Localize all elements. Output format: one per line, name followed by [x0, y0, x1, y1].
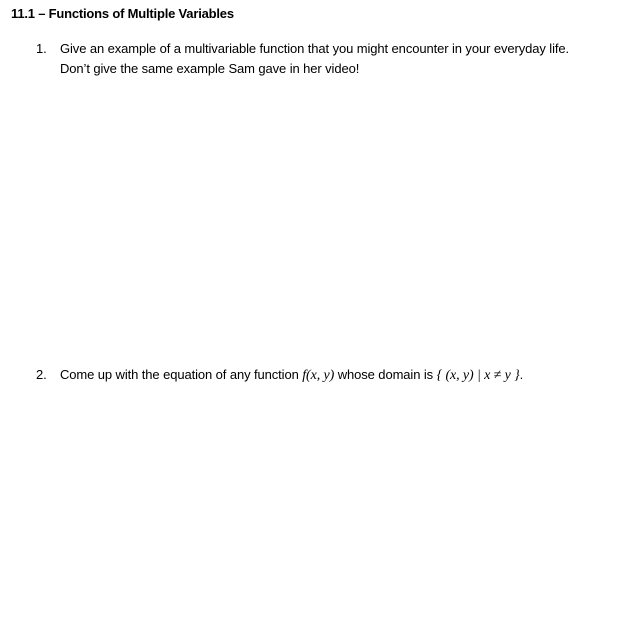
question-text — [60, 365, 630, 386]
question-text-after: . — [519, 367, 524, 382]
question-text-before: Come up with the equation of any function — [60, 367, 299, 382]
question-number: 1. — [36, 41, 47, 56]
question-line: Don’t give the same example Sam gave in her video! — [60, 61, 360, 76]
question-number: 2. — [36, 367, 47, 382]
section-title: 11.1 – Functions of Multiple Variables — [11, 6, 234, 21]
question-line — [60, 365, 630, 386]
question-text — [60, 39, 630, 79]
function-expression: f(x, y) — [302, 368, 335, 383]
question-text-middle: whose domain is — [337, 367, 434, 382]
domain-expression: { (x, y) | x ≠ y } — [436, 368, 520, 383]
question-line: Give an example of a multivariable function that you might encounter in your everyday life. — [60, 41, 570, 56]
